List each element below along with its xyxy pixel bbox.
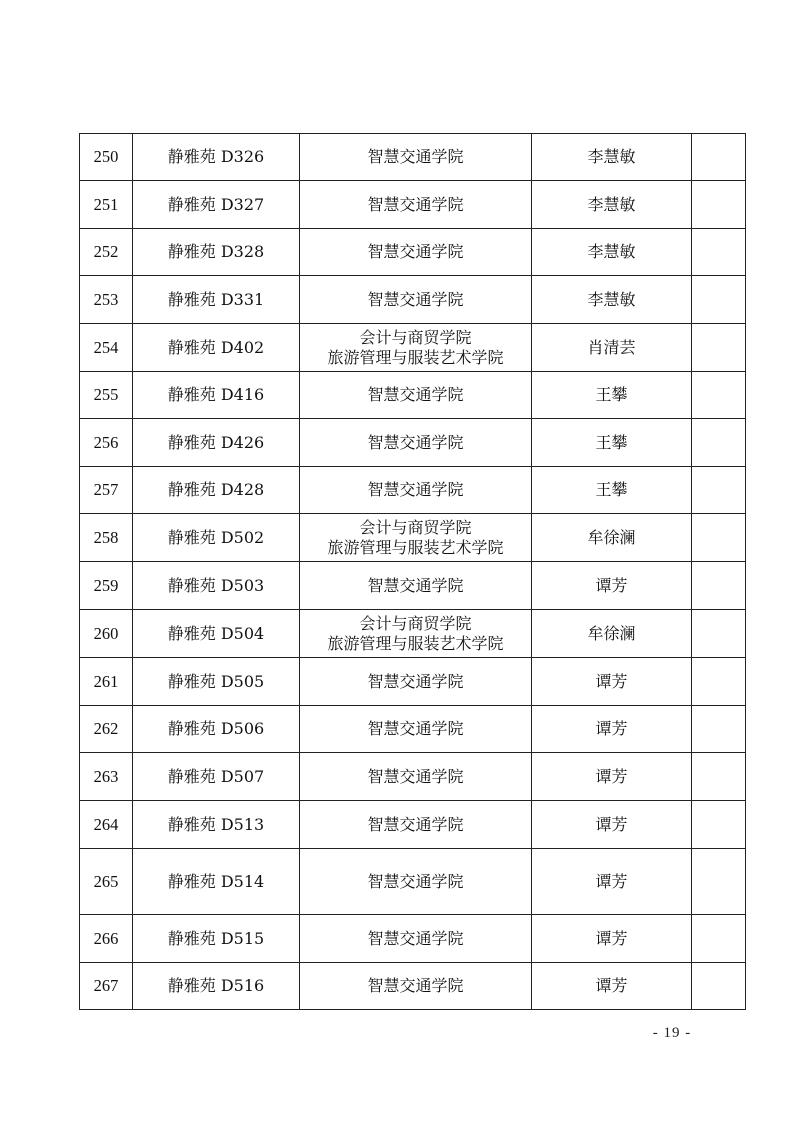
person-cell: 谭芳 — [532, 753, 692, 801]
table-row — [80, 181, 746, 229]
note-cell — [692, 963, 746, 1010]
college-name: 智慧交通学院 — [367, 480, 464, 499]
person-cell: 谭芳 — [532, 849, 692, 915]
college-cell — [300, 229, 532, 276]
table-row — [80, 467, 746, 514]
person-cell: 王攀 — [532, 419, 692, 467]
table-row — [80, 134, 746, 181]
note-cell — [692, 229, 746, 276]
college-name: 智慧交通学院 — [367, 147, 464, 166]
college-name: 智慧交通学院 — [367, 928, 464, 948]
table-row — [80, 324, 746, 372]
table-row — [80, 419, 746, 467]
college-cell — [300, 963, 532, 1010]
note-cell — [692, 467, 746, 514]
college-name: 旅游管理与服装艺术学院 — [327, 347, 504, 367]
person-cell: 牟徐澜 — [532, 514, 692, 562]
row-number-cell: 257 — [80, 467, 133, 514]
college-cell — [300, 419, 532, 467]
row-number-cell: 260 — [80, 610, 133, 658]
table-row — [80, 706, 746, 753]
table-row — [80, 514, 746, 562]
row-number-cell: 253 — [80, 276, 133, 324]
college-name: 旅游管理与服装艺术学院 — [327, 633, 504, 653]
college-cell — [300, 610, 532, 658]
room-cell: 静雅苑 D504 — [133, 610, 300, 658]
room-cell: 静雅苑 D502 — [133, 514, 300, 562]
note-cell — [692, 610, 746, 658]
row-number-cell: 256 — [80, 419, 133, 467]
person-cell: 李慧敏 — [532, 181, 692, 229]
room-cell: 静雅苑 D516 — [133, 963, 300, 1010]
room-cell: 静雅苑 D428 — [133, 467, 300, 514]
note-cell — [692, 276, 746, 324]
college-name: 智慧交通学院 — [367, 671, 464, 691]
room-cell: 静雅苑 D416 — [133, 372, 300, 419]
room-cell: 静雅苑 D506 — [133, 706, 300, 753]
note-cell — [692, 915, 746, 963]
person-cell: 王攀 — [532, 467, 692, 514]
row-number-cell: 252 — [80, 229, 133, 276]
person-cell: 谭芳 — [532, 706, 692, 753]
college-cell — [300, 134, 532, 181]
college-name: 智慧交通学院 — [367, 814, 464, 834]
person-cell: 肖清芸 — [532, 324, 692, 372]
college-cell — [300, 706, 532, 753]
college-name: 智慧交通学院 — [367, 289, 464, 309]
college-cell — [300, 658, 532, 706]
row-number-cell: 250 — [80, 134, 133, 181]
person-cell: 谭芳 — [532, 915, 692, 963]
note-cell — [692, 134, 746, 181]
dormitory-table — [79, 133, 746, 1010]
table-body — [80, 134, 746, 1010]
college-cell — [300, 849, 532, 915]
note-cell — [692, 801, 746, 849]
row-number-cell: 254 — [80, 324, 133, 372]
college-cell — [300, 181, 532, 229]
row-number-cell: 258 — [80, 514, 133, 562]
college-name: 智慧交通学院 — [367, 194, 464, 214]
college-name: 智慧交通学院 — [367, 575, 464, 595]
room-cell: 静雅苑 D514 — [133, 849, 300, 915]
room-cell: 静雅苑 D507 — [133, 753, 300, 801]
row-number-cell: 259 — [80, 562, 133, 610]
person-cell: 谭芳 — [532, 658, 692, 706]
college-cell — [300, 467, 532, 514]
row-number-cell: 266 — [80, 915, 133, 963]
room-cell: 静雅苑 D326 — [133, 134, 300, 181]
person-cell: 李慧敏 — [532, 276, 692, 324]
table-row — [80, 562, 746, 610]
row-number-cell: 264 — [80, 801, 133, 849]
table-row — [80, 372, 746, 419]
table-row — [80, 963, 746, 1010]
room-cell: 静雅苑 D513 — [133, 801, 300, 849]
table-row — [80, 849, 746, 915]
note-cell — [692, 658, 746, 706]
row-number-cell: 261 — [80, 658, 133, 706]
college-name: 智慧交通学院 — [367, 385, 464, 404]
row-number-cell: 262 — [80, 706, 133, 753]
room-cell: 静雅苑 D505 — [133, 658, 300, 706]
college-cell — [300, 562, 532, 610]
room-cell: 静雅苑 D426 — [133, 419, 300, 467]
college-cell — [300, 801, 532, 849]
note-cell — [692, 706, 746, 753]
college-name: 智慧交通学院 — [367, 719, 464, 738]
room-cell: 静雅苑 D515 — [133, 915, 300, 963]
college-cell — [300, 514, 532, 562]
college-name: 智慧交通学院 — [367, 871, 464, 891]
row-number-cell: 263 — [80, 753, 133, 801]
row-number-cell: 255 — [80, 372, 133, 419]
note-cell — [692, 562, 746, 610]
person-cell: 谭芳 — [532, 963, 692, 1010]
person-cell: 牟徐澜 — [532, 610, 692, 658]
note-cell — [692, 419, 746, 467]
room-cell: 静雅苑 D402 — [133, 324, 300, 372]
note-cell — [692, 753, 746, 801]
room-cell: 静雅苑 D503 — [133, 562, 300, 610]
page-number: - 19 - — [652, 1025, 692, 1041]
college-cell — [300, 324, 532, 372]
college-cell — [300, 915, 532, 963]
person-cell: 李慧敏 — [532, 229, 692, 276]
college-cell — [300, 276, 532, 324]
college-name: 智慧交通学院 — [367, 242, 464, 261]
person-cell: 谭芳 — [532, 562, 692, 610]
college-cell — [300, 372, 532, 419]
row-number-cell: 265 — [80, 849, 133, 915]
note-cell — [692, 372, 746, 419]
table-row — [80, 229, 746, 276]
person-cell: 谭芳 — [532, 801, 692, 849]
note-cell — [692, 514, 746, 562]
room-cell: 静雅苑 D331 — [133, 276, 300, 324]
table-row — [80, 915, 746, 963]
table-row — [80, 753, 746, 801]
note-cell — [692, 324, 746, 372]
college-name: 智慧交通学院 — [367, 976, 464, 995]
college-cell — [300, 753, 532, 801]
college-name: 智慧交通学院 — [367, 766, 464, 786]
college-name: 智慧交通学院 — [367, 432, 464, 452]
table-row — [80, 610, 746, 658]
note-cell — [692, 849, 746, 915]
person-cell: 李慧敏 — [532, 134, 692, 181]
person-cell: 王攀 — [532, 372, 692, 419]
table-row — [80, 658, 746, 706]
college-name: 会计与商贸学院 — [359, 327, 472, 347]
table-row — [80, 276, 746, 324]
college-name: 会计与商贸学院 — [359, 517, 472, 537]
room-cell: 静雅苑 D327 — [133, 181, 300, 229]
row-number-cell: 251 — [80, 181, 133, 229]
note-cell — [692, 181, 746, 229]
table-row — [80, 801, 746, 849]
room-cell: 静雅苑 D328 — [133, 229, 300, 276]
college-name: 旅游管理与服装艺术学院 — [327, 537, 504, 557]
row-number-cell: 267 — [80, 963, 133, 1010]
college-name: 会计与商贸学院 — [359, 613, 472, 633]
